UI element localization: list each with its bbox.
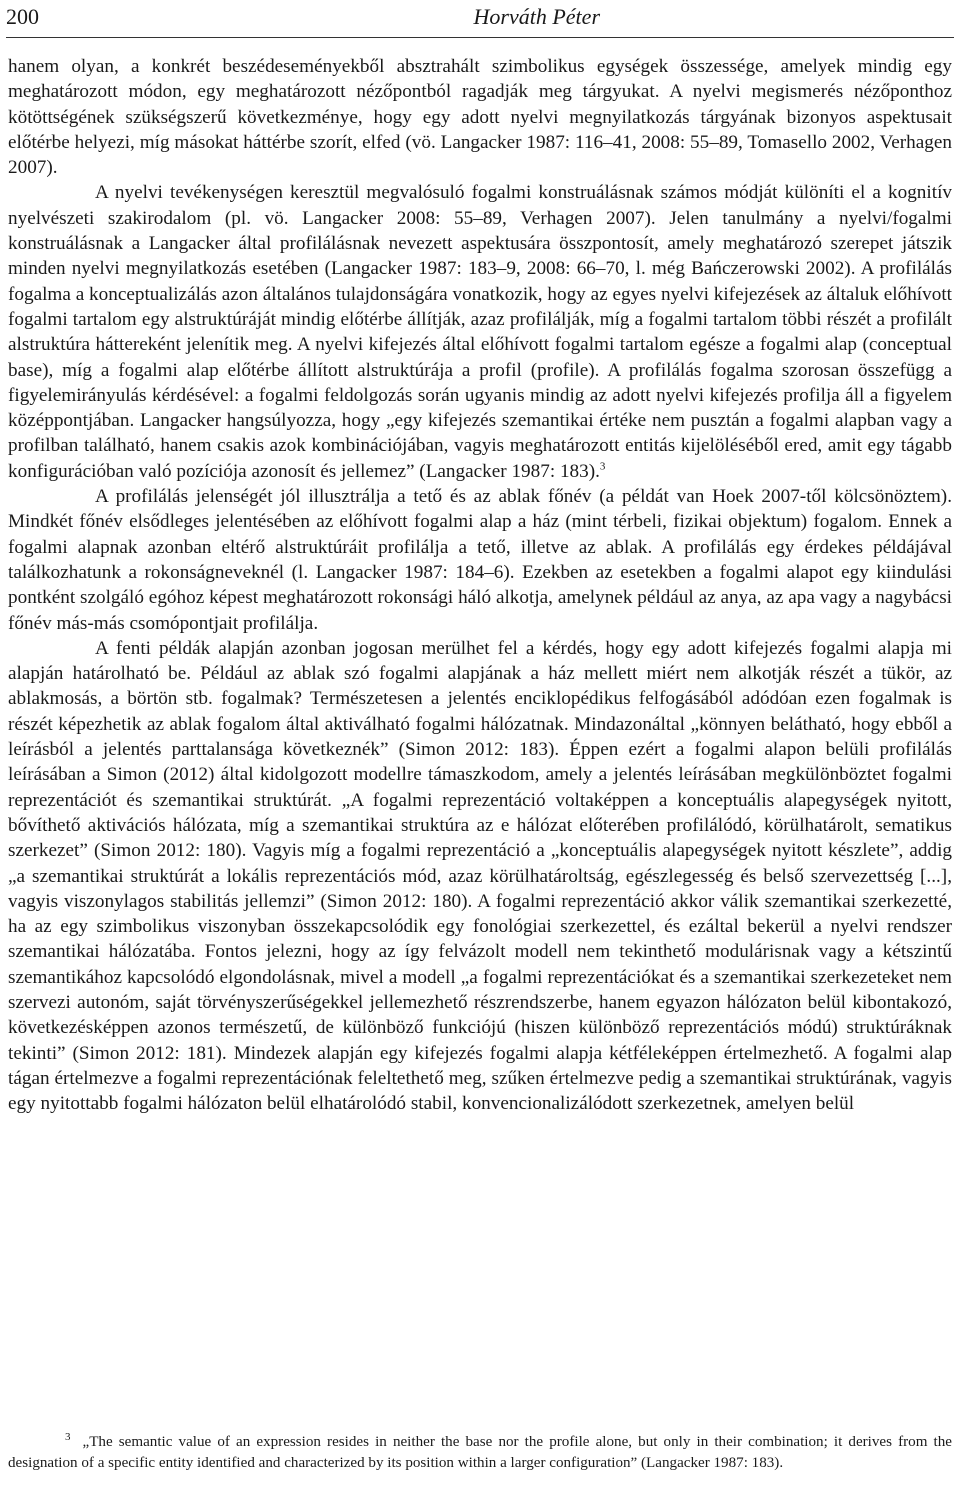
- paragraph: [8, 180, 952, 484]
- header-rule: [6, 37, 954, 38]
- footnote-text: „The semantic value of an expression resides in neither the base nor the profile alone, but only in their combination; it derives from the designation of a specific entity identified and characterized by its position within a larger configuration” (Langacker 1987: 183).: [8, 1434, 952, 1472]
- footnotes: [8, 1432, 952, 1475]
- paragraph: A profilálás jelenségét jól illusztrálja a tető és az ablak főnév (a példát van Hoek 2007-től kölcsönöztem). Mindkét főnév elsődleges jelentésében az előhívott fogalmi alap a ház (mint térbeli, fizikai objektum) fogalom. Ennek a fogalmi alapnak azonban eltérő alstruktúráit profilálja a tető, illetve az ablak. A profilálás egy érdekes példájával találkozhatunk a rokonságneveknél (l. Langacker 1987: 184‒6). Ezekben az esetekben a fogalmi alapot egy kiindulási pontként szolgáló egóhoz képest meghatározott rokonsági háló alkotja, amelynek például az anya, az apa vagy a nagybácsi főnév más-más csomópontjait profilálja.: [8, 486, 952, 634]
- paragraph: A fenti példák alapján azonban jogosan merülhet fel a kérdés, hogy egy adott kifejezés fogalmi alapja mi alapján határolható be. Például az ablak szó fogalmi alapjának a ház mellett miért nem alkotják részét a tükör, az ablakmosás, a börtön stb. fogalmak? Természetesen a jelentés enciklopédikus felfogásából adódóan ezen fogalmak is részét képezhetik az ablak fogalom által aktiválható fogalmi hálózatnak. Mindazonáltal „könnyen belátható, hogy ebből a leírásból a jelentés parttalansága következnék” (Simon 2012: 183). Éppen ezért a fogalmi alapon belüli profilálás leírásában a Simon (2012) által kidolgozott modellre támaszkodom, amely a jelentés leírásában megkülönböztet fogalmi reprezentációt és szemantikai struktúrát. „A fogalmi reprezentáció voltaképpen a konceptuális alapegységek nyitott, bővíthető aktivációs hálózata, míg a szemantikai struktúra az e hálózat előterében profilálódó, körülhatárolt, sematikus szerkezet” (Simon 2012: 180). Vagyis míg a fogalmi reprezentáció a „konceptuális alapegységek nyitott készlete”, addig „a szemantikai struktúrát a lokális reprezentációs mód, azaz körülhatároltság, egészlegesség és belső szervezettség [...], vagyis viszonylagos stabilitás jellemzi” (Simon 2012: 180). A fogalmi reprezentáció akkor válik szemantikai szerkezetté, ha az egy szimbolikus viszonyban összekapcsolódik egy fonológiai szerkezettel, és ezáltal bekerül a nyelvi rendszer szemantikai hálózatába. Fontos jelezni, hogy az így felvázolt modell nem tekinthető modulárisnak vagy a kétszintű szemantikához kapcsolódó elgondolásnak, mivel a modell „a fogalmi reprezentációkat és a szemantikai szerkezeteket nem szervezi autonóm, saját törvényszerűségekkel jellemezhető részrendszerbe, hanem egyazon hálózaton belül kibontakozó, következésképpen azonos természetű, de különböző funkciójú (hiszen különböző reprezentációs módú) struktúráknak tekinti” (Simon 2012: 181). Mindezek alapján egy kifejezés fogalmi alapja kétféleképpen értelmezhető. A fogalmi alap tágan értelmezve a fogalmi reprezentációnak feleltethető meg, szűken értelmezve pedig a szemantikai struktúrának, vagyis egy nyitottabb fogalmi hálózaton belül elhatárolódó stabil, konvencionalizálódott szerkezetnek, amelyen belül: [8, 637, 952, 1115]
- paragraph: hanem olyan, a konkrét beszédeseményekből absztrahált szimbolikus egységek összessége, amelyek mindig egy meghatározott módon, egy meghatározott nézőpontból ragadják meg tárgyukat. A nyelvi megismerés nézőponthoz kötöttségének szükségszerű következménye, hogy egy adott nyelvi megnyilatkozás tárgyának bizonyos aspektusait előtérbe helyezi, míg másokat háttérbe szorít, elfed (vö. Langacker 1987: 116‒41, 2008: 55‒89, Tomasello 2002, Verhagen 2007).: [8, 56, 952, 179]
- paragraph-text: A nyelvi tevékenységen keresztül megvalósuló fogalmi konstruálásnak számos módját különíti el a kognitív nyelvészeti szakirodalom (pl. vö. Langacker 2008: 55‒89, Verhagen 2007). Jelen tanulmány a nyelvi/fogalmi konstruálásnak a Langacker által profilálásnak nevezett aspektusára összpontosít, amely meghatározó szerepet játszik minden nyelvi megnyilatkozás esetében (Langacker 1987: 183‒9, 2008: 66‒70, l. még Bańczerowski 2002). A profilálás fogalma a konceptualizálás azon általános tulajdonságára vonatkozik, hogy az egyes nyelvi kifejezések az általuk előhívott fogalmi tartalom egy alstruktúráját mindig előtérbe állítják, azaz profilálják, míg a fogalmi tartalom többi részét a profilált alstruktúra háttereként jelenítik meg. A nyelvi kifejezés által előhívott fogalmi tartalom egésze a fogalmi alap (conceptual base), míg a fogalmi alap előtérbe állított alstruktúrája a profil (profile). A profilálás fogalma szorosan összefügg a figyelemirányulás kérdésével: a fogalmi feldolgozás során ugyanis mindig az adott nyelvi kifejezés profilja áll a figyelem középpontjában. Langacker hangsúlyozza, hogy „egy kifejezés szemantikai értéke nem pusztán a fogalmi alapban vagy a profilban található, hanem csakis azok kombinációjában, vagyis meghatározott entitás kijelöléséből ered, amit egy tágabb konfigurációban való pozíciója azonosít és jellemez” (Langacker 1987: 183).: [8, 182, 952, 482]
- page-number: 200: [6, 4, 39, 29]
- footnote: [8, 1432, 952, 1475]
- body-text: [8, 54, 952, 1116]
- running-head-author: Horváth Péter: [473, 4, 600, 29]
- footnote-reference: 3: [599, 460, 606, 473]
- footnote-number: 3: [65, 1430, 71, 1443]
- page-header: [6, 0, 946, 34]
